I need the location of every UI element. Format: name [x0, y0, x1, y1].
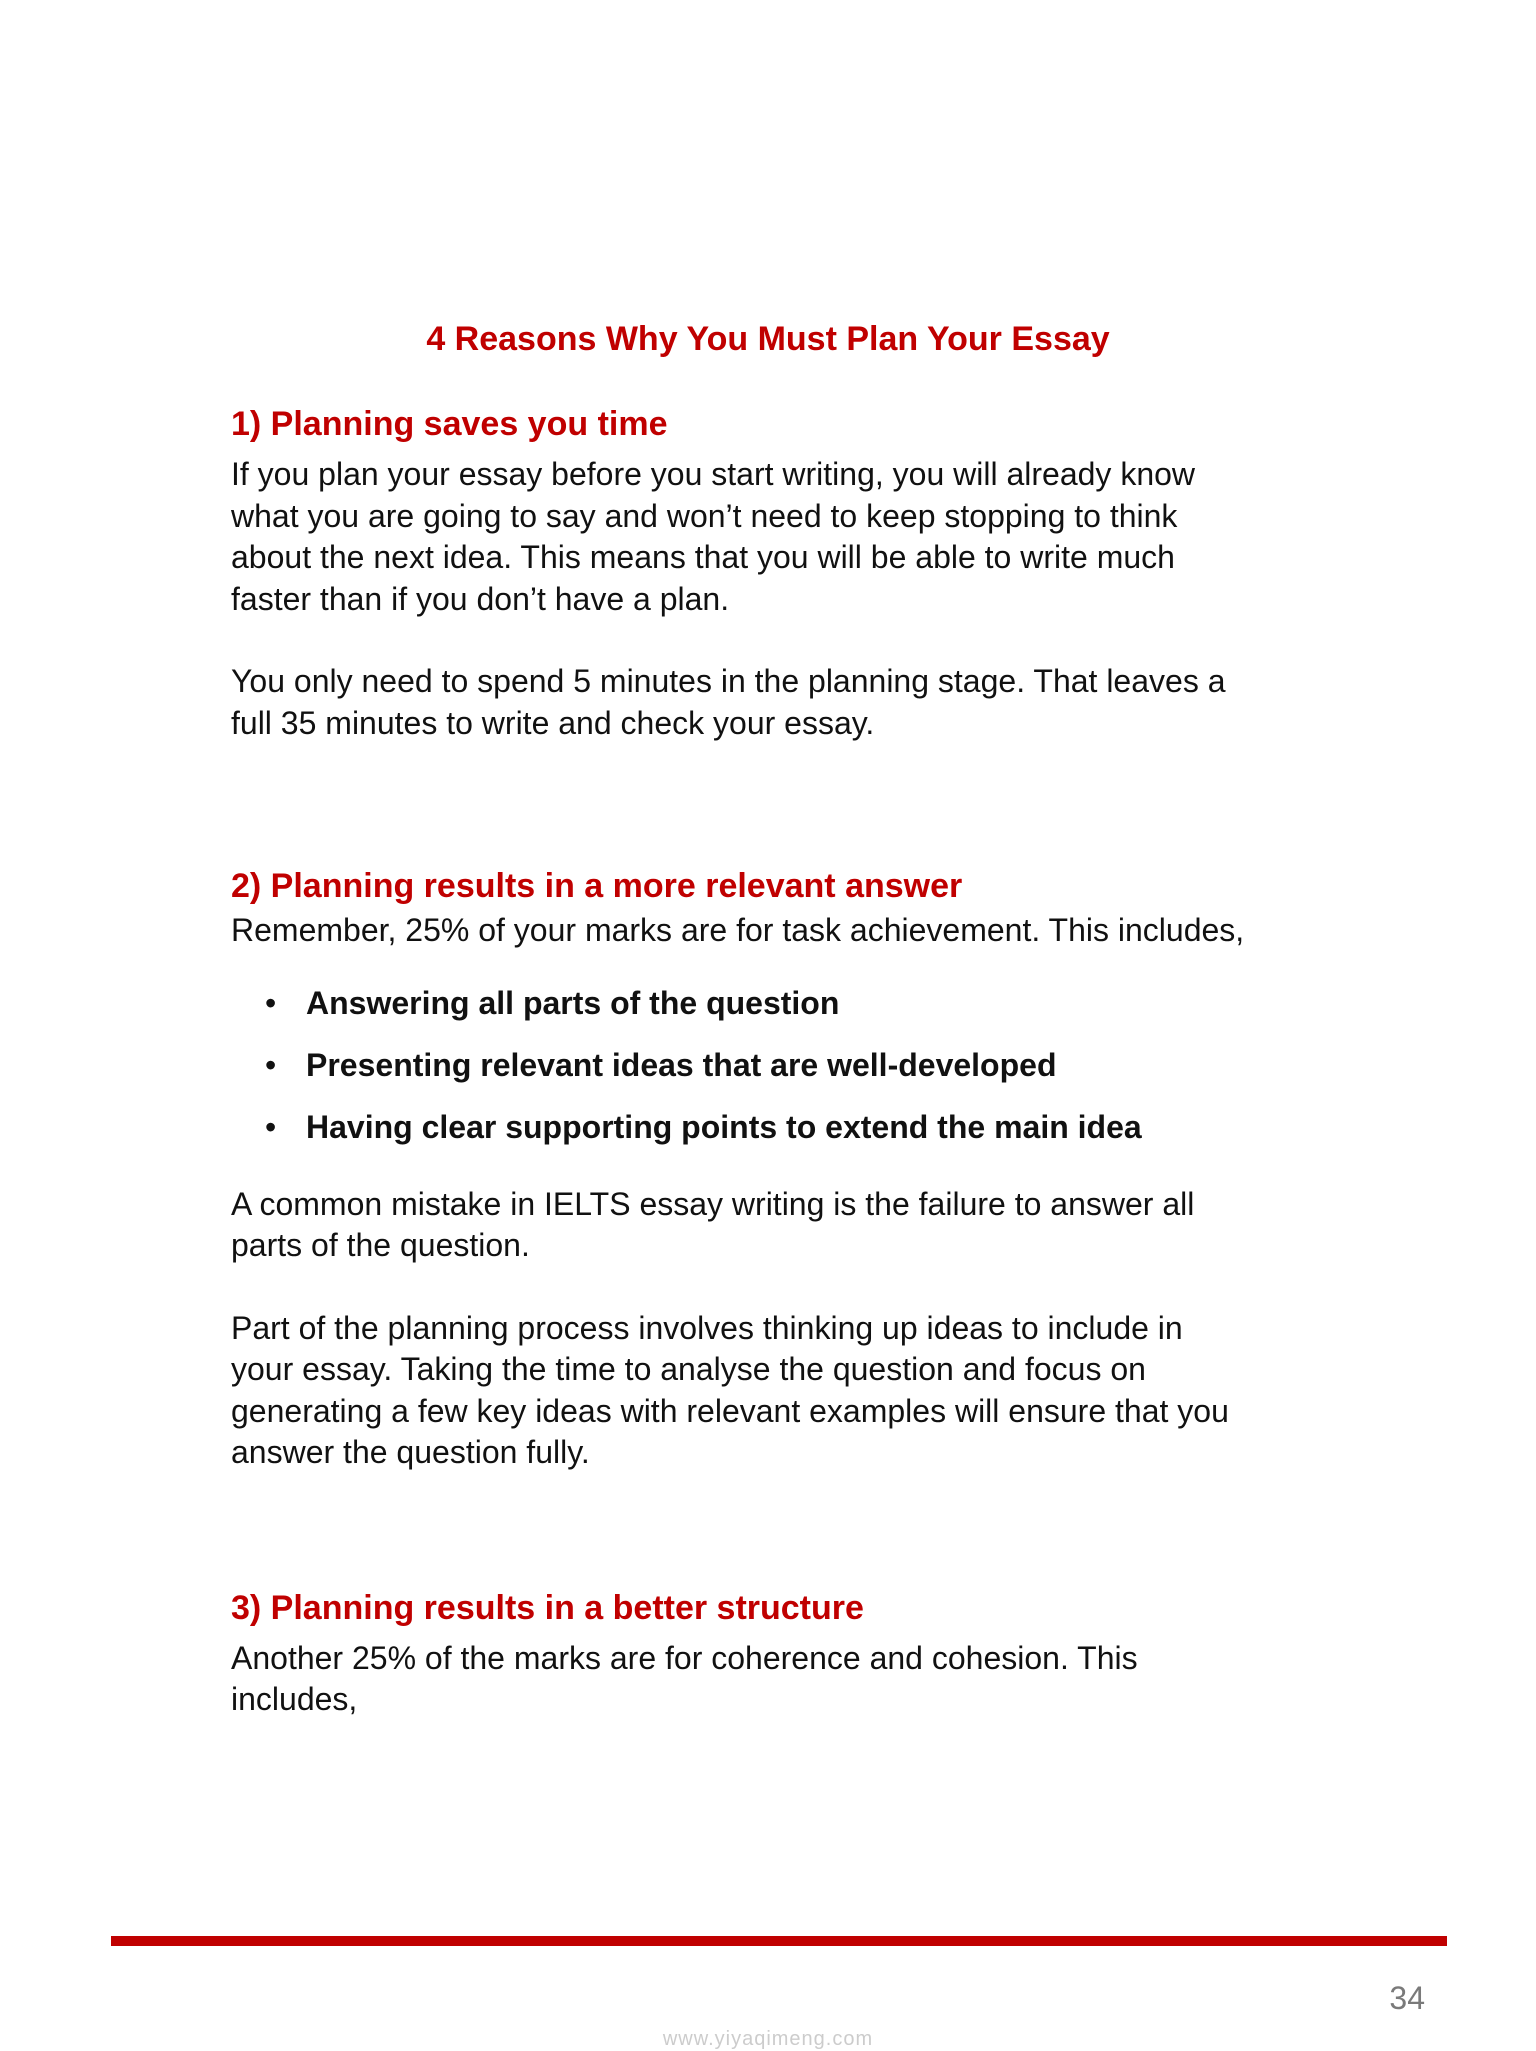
text-line: what you are going to say and won’t need to keep stopping to think	[231, 497, 1178, 534]
footer-divider	[111, 1936, 1447, 1946]
list-item	[231, 1096, 1361, 1158]
text-line: generating a few key ideas with relevant examples will ensure that you	[231, 1392, 1229, 1429]
section-2-paragraph-2	[231, 1308, 1361, 1474]
section-1-heading: 1) Planning saves you time	[231, 405, 668, 443]
text-line: faster than if you don’t have a plan.	[231, 580, 730, 617]
text-line: your essay. Taking the time to analyse the question and focus on	[231, 1351, 1146, 1387]
section-3-heading: 3) Planning results in a better structure	[231, 1588, 864, 1627]
list-item	[231, 972, 1361, 1034]
section-2-heading: 2) Planning results in a more relevant answer	[231, 867, 963, 905]
bullet-icon: •	[265, 1046, 277, 1083]
list-item-text: Presenting relevant ideas that are well-developed	[306, 1046, 1057, 1083]
bullet-icon: •	[265, 984, 277, 1021]
list-item	[231, 1034, 1361, 1096]
page-number: 34	[1389, 1980, 1425, 2016]
watermark: www.yiyaqimeng.com	[662, 2028, 874, 2050]
text-line: answer the question fully.	[231, 1434, 590, 1470]
text-line: includes,	[231, 1681, 358, 1717]
text-line: about the next idea. This means that you will be able to write much	[231, 539, 1175, 575]
section-1-paragraph-1	[231, 454, 1361, 620]
requirements-list	[231, 972, 1361, 1158]
section-2-paragraph-1	[231, 1184, 1361, 1267]
text-line: Another 25% of the marks are for coherence and cohesion. This	[231, 1639, 1138, 1676]
list-item-text: Having clear supporting points to extend the main idea	[306, 1108, 1142, 1145]
text-line: full 35 minutes to write and check your essay.	[231, 704, 875, 741]
page-title: 4 Reasons Why You Must Plan Your Essay	[426, 320, 1110, 358]
section-3-intro	[231, 1638, 1361, 1721]
text-line: You only need to spend 5 minutes in the planning stage. That leaves a	[231, 663, 1226, 699]
section-1-paragraph-2	[231, 661, 1361, 744]
text-line: Part of the planning process involves thinking up ideas to include in	[231, 1309, 1183, 1346]
text-line: If you plan your essay before you start writing, you will already know	[231, 456, 1196, 492]
section-2-intro: Remember, 25% of your marks are for task achievement. This includes,	[231, 912, 1245, 948]
bullet-icon: •	[265, 1108, 277, 1145]
text-line: parts of the question.	[231, 1227, 530, 1263]
list-item-text: Answering all parts of the question	[306, 984, 840, 1021]
text-line: A common mistake in IELTS essay writing is the failure to answer all	[231, 1185, 1195, 1222]
document-body	[231, 400, 1361, 1721]
